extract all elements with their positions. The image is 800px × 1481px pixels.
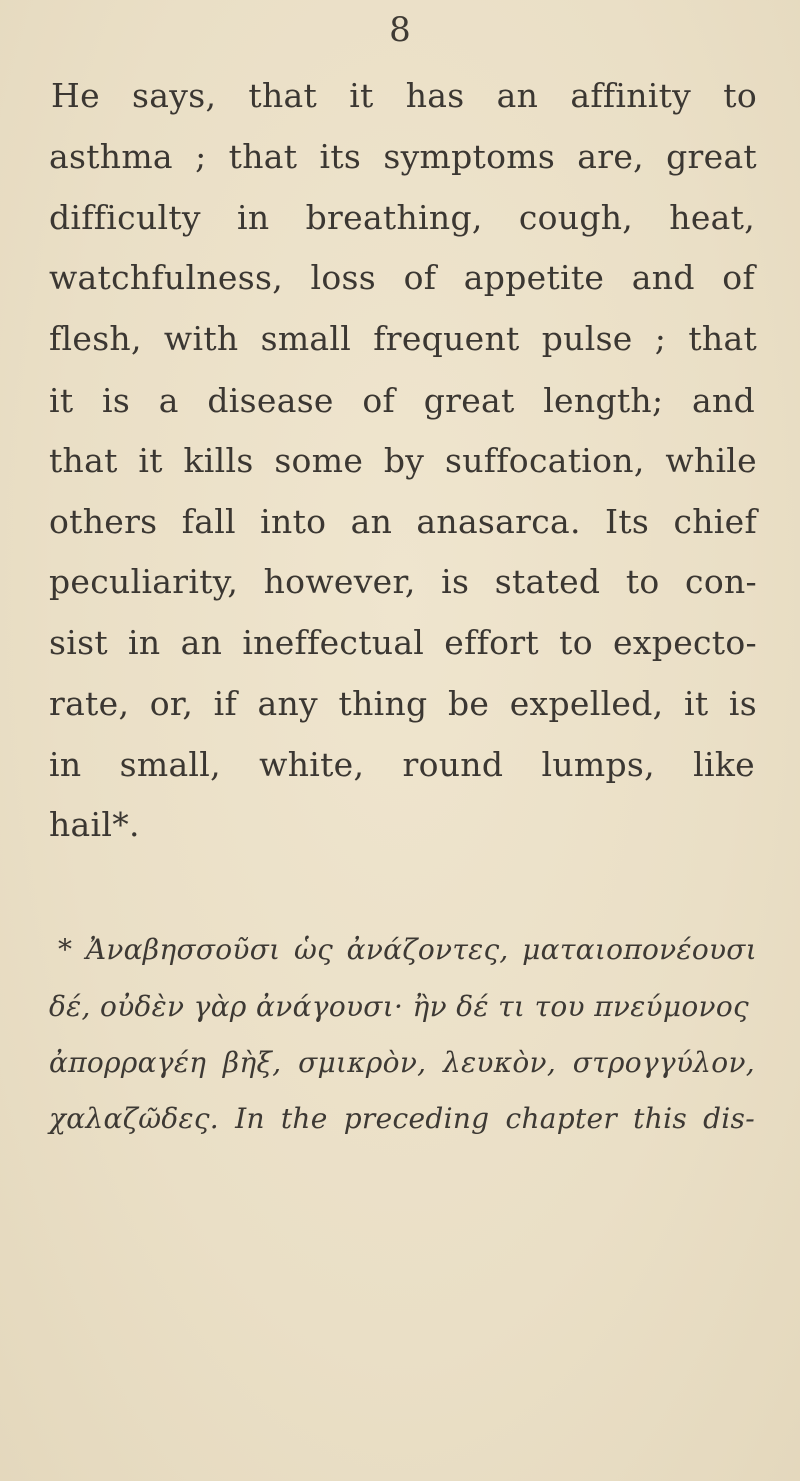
- text-line: rate, or, if any thing be expelled, it is: [49, 684, 757, 723]
- text-line: flesh, with small frequent pulse ; that: [49, 319, 757, 358]
- footnote-line: ἀπορραγέη βὴξ, σμικρὸν, λευκὸν, στρογγύλον,: [49, 1046, 755, 1079]
- text-line: that it kills some by suffocation, while: [49, 441, 757, 480]
- text-line: difficulty in breathing, cough, heat,: [49, 198, 755, 237]
- text-line: sist in an ineffectual effort to expecto-: [49, 623, 757, 662]
- text-line: peculiarity, however, is stated to con-: [49, 562, 757, 601]
- text-line: He says, that it has an affinity to: [51, 76, 757, 115]
- footnote-line: χαλαζῶδες. In the preceding chapter this dis-: [49, 1102, 755, 1135]
- text-line: watchfulness, loss of appetite and of: [49, 258, 755, 297]
- text-line: in small, white, round lumps, like: [49, 745, 755, 784]
- footnote-line: * Ἀναβησσοῦσι ὡς ἀνάζοντες, ματαιοπονέουσι: [58, 933, 757, 966]
- text-line: it is a disease of great length; and: [49, 381, 755, 420]
- text-line: asthma ; that its symptoms are, great: [49, 137, 757, 176]
- text-line: hail*.: [49, 805, 140, 844]
- footnote-line: δέ, οὐδὲν γὰρ ἀνάγουσι· ἢν δέ τι του πνεύμονος: [49, 990, 749, 1023]
- text-line: others fall into an anasarca. Its chief: [49, 502, 757, 541]
- page-number: 8: [389, 10, 411, 50]
